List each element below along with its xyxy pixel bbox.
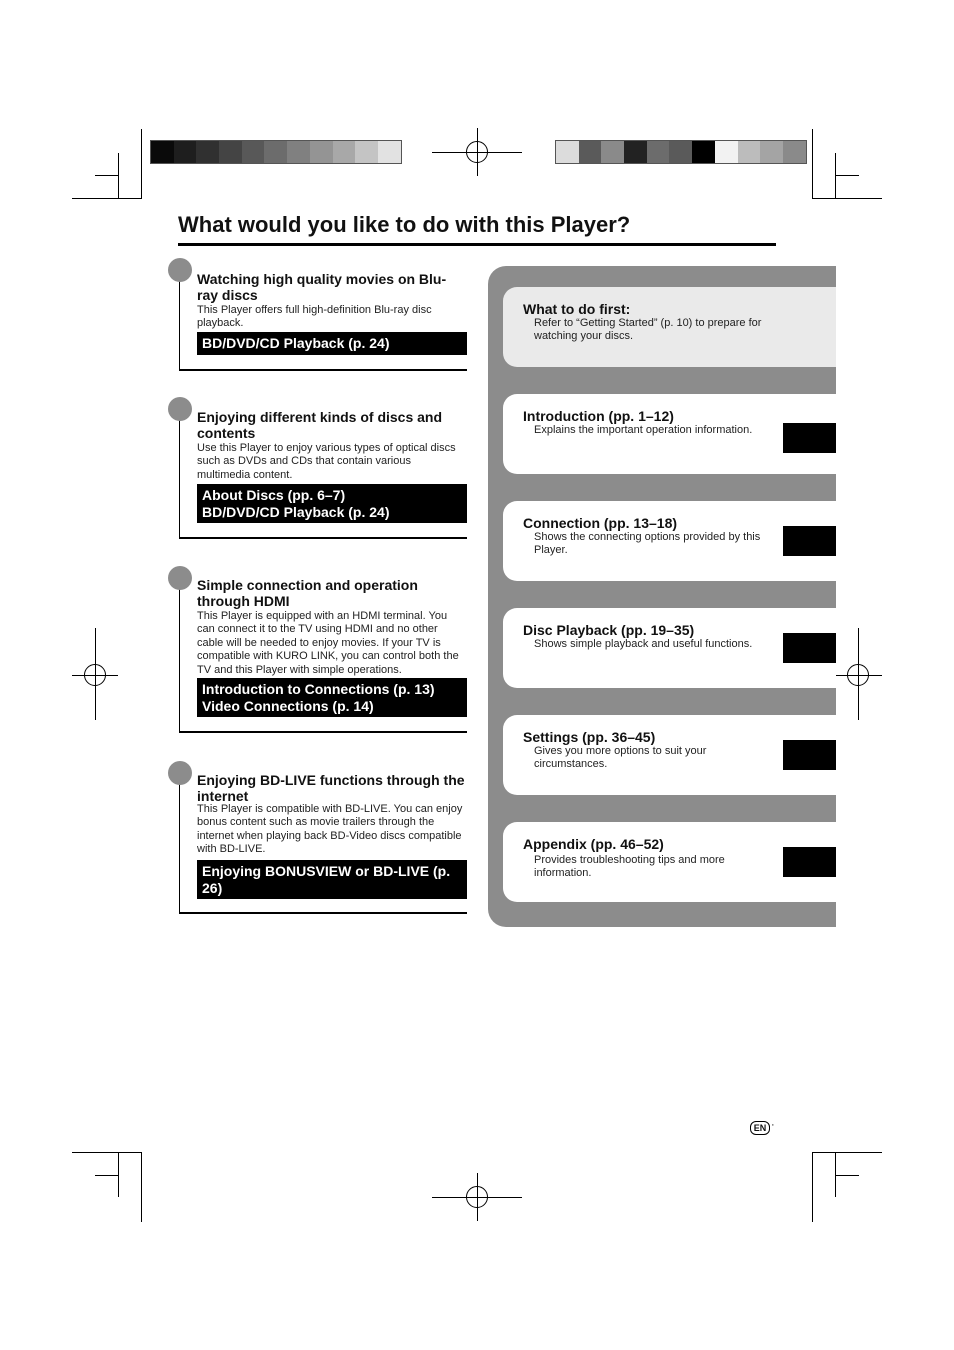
link-line: BD/DVD/CD Playback (p. 24) (202, 335, 390, 351)
chapter-tab-connection[interactable] (783, 526, 836, 556)
page-title: What would you like to do with this Player? (178, 212, 631, 237)
section-title: Disc Playback (pp. 19–35) (523, 622, 695, 638)
section-description: Gives you more options to suit your circumstances. (534, 745, 707, 771)
feature-link-button[interactable] (197, 332, 467, 355)
color-swatch (174, 141, 197, 163)
color-swatch (601, 141, 624, 163)
chapter-tab-introduction[interactable] (783, 423, 836, 453)
feature-title: Enjoying different kinds of discs and contents (197, 409, 443, 441)
bullet-dot (168, 258, 192, 282)
section-title: Settings (pp. 36–45) (523, 729, 656, 745)
section-title: Appendix (pp. 46–52) (523, 836, 664, 852)
color-swatch (647, 141, 670, 163)
feature-description: This Player is equipped with an HDMI terminal. You can connect it to the TV using HDMI and no other cable will be needed to enjoy movies. If your TV is compatible with KURO LINK, you can control both the TV and this Player with simple operations. (197, 610, 459, 676)
section-description: Shows simple playback and useful functions. (534, 638, 753, 650)
feature-description: Use this Player to enjoy various types of optical discs such as DVDs and CDs that contain various multimedia content. (197, 442, 456, 481)
feature-bd-live (179, 773, 467, 914)
feature-description: This Player is compatible with BD-LIVE. You can enjoy bonus content such as movie trailers through the internet when playing back BD-Video discs compatible with BD-LIVE. (197, 803, 463, 856)
color-swatch (760, 141, 783, 163)
section-title: Introduction (pp. 1–12) (523, 408, 674, 424)
feature-title: Watching high quality movies on Blu-ray discs (197, 271, 447, 303)
page-number: · (771, 1119, 775, 1131)
color-swatch (151, 141, 174, 163)
chapter-tab-disc-playback[interactable] (783, 633, 836, 663)
section-what-to-do-first[interactable] (503, 287, 836, 367)
bullet-dot (168, 566, 192, 590)
link-line: About Discs (pp. 6–7) (202, 487, 346, 503)
color-swatch (738, 141, 761, 163)
section-description: Shows the connecting options provided by this Player. (534, 531, 761, 557)
feature-description: This Player offers full high-definition Blu-ray disc playback. (197, 304, 432, 330)
color-swatch (287, 141, 310, 163)
color-swatch (579, 141, 602, 163)
color-swatch (669, 141, 692, 163)
link-line: Enjoying BONUSVIEW or BD-LIVE (p. 26) (202, 863, 451, 896)
section-description: Refer to “Getting Started” (p. 10) to prepare for watching your discs. (534, 317, 762, 343)
color-bar-left (150, 140, 402, 164)
link-line: Video Connections (p. 14) (202, 697, 374, 714)
feature-link-button[interactable] (197, 484, 467, 523)
color-swatch (783, 141, 806, 163)
section-description: Explains the important operation information. (534, 424, 753, 436)
color-swatch (333, 141, 356, 163)
feature-hdmi (179, 578, 467, 733)
color-swatch (692, 141, 715, 163)
link-line: Introduction to Connections (p. 13) (202, 681, 435, 697)
language-badge: EN (750, 1121, 770, 1135)
feature-title: Simple connection and operation through HDMI (197, 577, 418, 609)
feature-title: Enjoying BD-LIVE functions through the internet (197, 772, 465, 804)
color-swatch (624, 141, 647, 163)
chapter-tab-appendix[interactable] (783, 847, 836, 877)
color-bar-right (555, 140, 807, 164)
section-description: Provides troubleshooting tips and more information. (534, 854, 725, 880)
color-swatch (310, 141, 333, 163)
feature-blu-ray (179, 270, 467, 371)
link-line: BD/DVD/CD Playback (p. 24) (202, 503, 390, 520)
feature-discs (179, 409, 467, 539)
color-swatch (242, 141, 265, 163)
chapter-tab-settings[interactable] (783, 740, 836, 770)
color-swatch (219, 141, 242, 163)
color-swatch (715, 141, 738, 163)
title-rule (178, 243, 776, 246)
color-swatch (556, 141, 579, 163)
color-swatch (355, 141, 378, 163)
bullet-dot (168, 397, 192, 421)
feature-link-button[interactable] (197, 860, 467, 899)
bullet-dot (168, 761, 192, 785)
section-title: What to do first: (523, 301, 631, 317)
feature-link-button[interactable] (197, 678, 467, 717)
color-swatch (264, 141, 287, 163)
color-swatch (196, 141, 219, 163)
color-swatch (378, 141, 401, 163)
section-title: Connection (pp. 13–18) (523, 515, 678, 531)
